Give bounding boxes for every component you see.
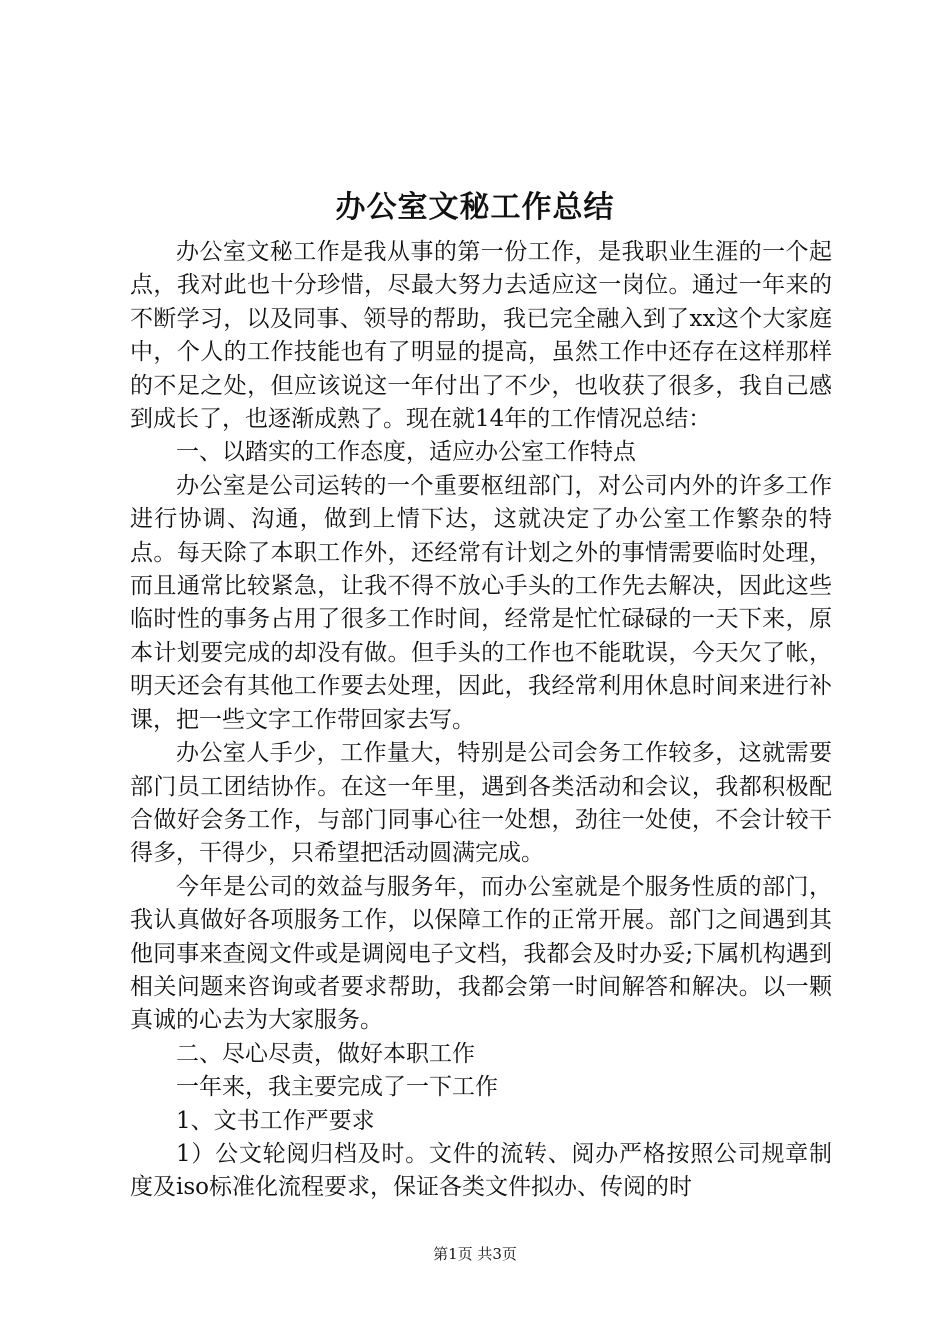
paragraph-teamwork: 办公室人手少，工作量大，特别是公司会务工作较多，这就需要部门员工团结协作。在这一年里，遇到各类活动和会议，我都积极配合做好会务工作，与部门同事心往一处想，劲往一处使，不会计较干得多，干得少，只希望把活动圆满完成。	[130, 740, 832, 867]
document-body	[130, 236, 832, 1205]
page-footer: 第1页 共3页	[433, 1245, 517, 1263]
subsection-heading-1: 1、文书工作严要求	[176, 1107, 375, 1134]
paragraph-intro: 办公室文秘工作是我从事的第一份工作，是我职业生涯的一个起点，我对此也十分珍惜，尽最大努力去适应这一岗位。通过一年来的不断学习，以及同事、领导的帮助，我已完全融入到了xx这个大家庭中，个人的工作技能也有了明显的提高，虽然工作中还存在这样那样的不足之处，但应该说这一年付出了不少，也收获了很多，我自己感到成长了，也逐渐成熟了。现在就14年的工作情况总结：	[130, 239, 832, 433]
paragraph-service-year: 今年是公司的效益与服务年，而办公室就是个服务性质的部门，我认真做好各项服务工作，以保障工作的正常开展。部门之间遇到其他同事来查阅文件或是调阅电子文档，我都会及时办妥;下属机构遇到相关问题来咨询或者要求帮助，我都会第一时间解答和解决。以一颗真诚的心去为大家服务。	[130, 873, 832, 1034]
paragraph-document-circulation: 1）公文轮阅归档及时。文件的流转、阅办严格按照公司规章制度及iso标准化流程要求，保证各类文件拟办、传阅的时	[130, 1140, 832, 1201]
section-heading-2: 二、尽心尽责，做好本职工作	[176, 1040, 475, 1067]
section-heading-1: 一、以踏实的工作态度，适应办公室工作特点	[176, 439, 636, 466]
paragraph-work-done: 一年来，我主要完成了一下工作	[176, 1074, 498, 1101]
paragraph-office-hub: 办公室是公司运转的一个重要枢纽部门，对公司内外的许多工作进行协调、沟通，做到上情下达，这就决定了办公室工作繁杂的特点。每天除了本职工作外，还经常有计划之外的事情需要临时处理，而且通常比较紧急，让我不得不放心手头的工作先去解决，因此这些临时性的事务占用了很多工作时间，经常是忙忙碌碌的一天下来，原本计划要完成的却没有做。但手头的工作也不能耽误，今天欠了帐，明天还会有其他工作要去处理，因此，我经常利用休息时间来进行补课，把一些文字工作带回家去写。	[130, 472, 832, 733]
document-title: 办公室文秘工作总结	[335, 190, 615, 225]
